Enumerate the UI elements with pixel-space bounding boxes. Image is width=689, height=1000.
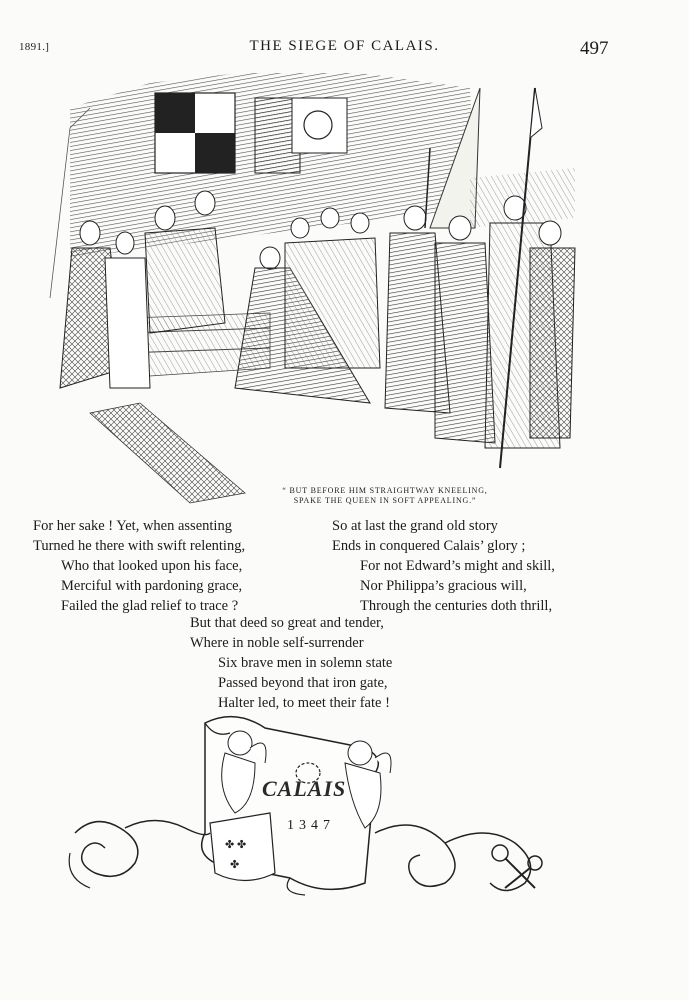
poem-line: Where in noble self-surrender (190, 635, 364, 651)
poem-line: Who that looked upon his face, (61, 558, 243, 574)
poem-line: For her sake ! Yet, when assenting (33, 518, 232, 534)
page-number: 497 (580, 38, 609, 59)
poem-line: Six brave men in solemn state (218, 655, 393, 671)
illustration-caption (270, 486, 500, 506)
poem-line: Passed beyond that iron gate, (218, 675, 388, 691)
poem-line: Nor Philippa’s gracious will, (360, 578, 527, 594)
keys-icon (492, 845, 542, 888)
svg-text:✤ ✤: ✤ ✤ (225, 839, 247, 851)
engraving-illustration (30, 68, 590, 508)
running-head-title: THE SIEGE OF CALAIS. (249, 38, 440, 54)
poem-line: Ends in conquered Calais’ glory ; (332, 538, 526, 554)
caption-line-1: “ BUT BEFORE HIM STRAIGHTWAY KNEELING, (282, 486, 488, 495)
banner-title: CALAIS (262, 776, 347, 801)
poem-line: Through the centuries doth thrill, (360, 598, 553, 614)
svg-text:✤: ✤ (230, 859, 240, 871)
poem-line: Turned he there with swift relenting, (33, 538, 246, 554)
running-head-date: 1891.] (19, 41, 50, 53)
poem-line: For not Edward’s might and skill, (360, 558, 555, 574)
poem-stanza-right (332, 516, 555, 616)
poem-stanza-left (33, 516, 245, 616)
poem-line: Halter led, to meet their fate ! (218, 695, 390, 711)
caption-line-2: SPAKE THE QUEEN IN SOFT APPEALING.” (293, 496, 477, 505)
poem-line: Failed the glad relief to trace ? (61, 598, 239, 614)
poem-stanza-center (190, 613, 392, 713)
tailpiece-ornament (65, 703, 555, 903)
banner-year: 1347 (287, 818, 335, 833)
poem-line: But that deed so great and tender, (190, 615, 384, 631)
poem-line: So at last the grand old story (332, 518, 498, 534)
poem-line: Merciful with pardoning grace, (61, 578, 243, 594)
